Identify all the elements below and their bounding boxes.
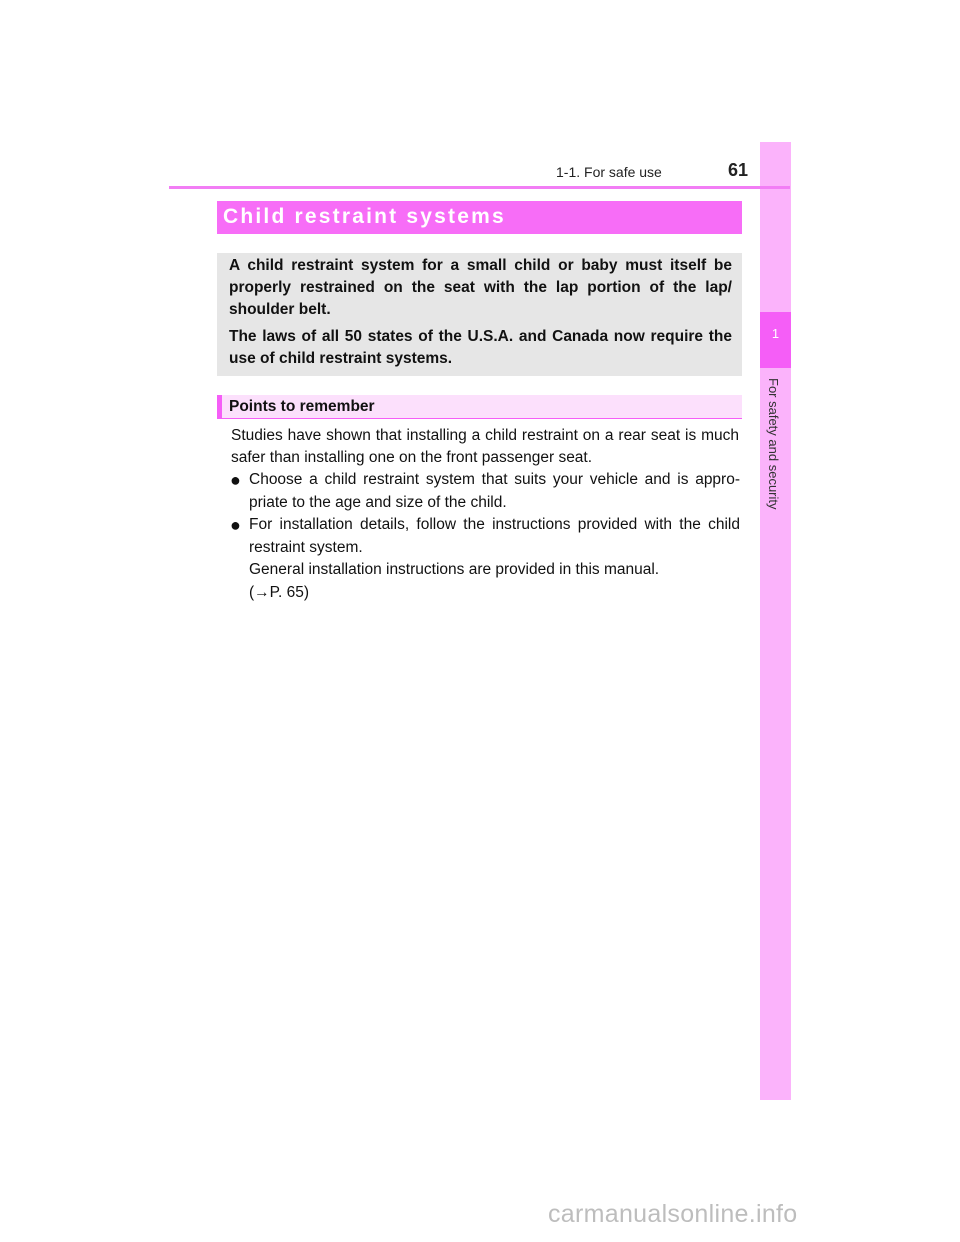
list-item — [230, 514, 740, 604]
intro-paragraph-2: The laws of all 50 states of the U.S.A. and Canada now require the use of child restraint systems. — [229, 328, 732, 367]
list-item-text: Choose a child restraint system that suits your vehicle and is appro-priate to the age and size of the child. — [249, 471, 740, 511]
intro-paragraph-1: A child restraint system for a small child or baby must itself be properly restrained on the seat with the lap portion of the lap/ shoulder belt. — [229, 257, 732, 318]
section-header: 1-1. For safe use — [556, 164, 662, 180]
list-item — [230, 469, 740, 514]
page-reference-link[interactable]: (→P. 65) — [249, 583, 310, 601]
page-title: Child restraint systems — [223, 205, 506, 228]
bullet-icon: ● — [230, 515, 241, 535]
chapter-side-tab — [760, 142, 791, 1100]
subsection-heading: Points to remember — [229, 398, 375, 415]
page-number: 61 — [728, 160, 749, 180]
list-item-text-continued: General installation instructions are provided in this manual. — [249, 561, 660, 578]
chapter-label: For safety and security — [766, 378, 781, 510]
header-divider — [169, 186, 790, 189]
chapter-number: 1 — [771, 326, 780, 341]
bullet-icon: ● — [230, 470, 241, 490]
body-paragraph: Studies have shown that installing a child restraint on a rear seat is much safer than installing one on the front passenger seat. — [231, 427, 739, 466]
list-item-text: For installation details, follow the instructions provided with the child restraint system. — [249, 516, 740, 556]
subsection-accent-mark — [217, 395, 222, 419]
subsection-underline — [217, 418, 742, 419]
footer-watermark: carmanualsonline.info — [548, 1200, 798, 1228]
